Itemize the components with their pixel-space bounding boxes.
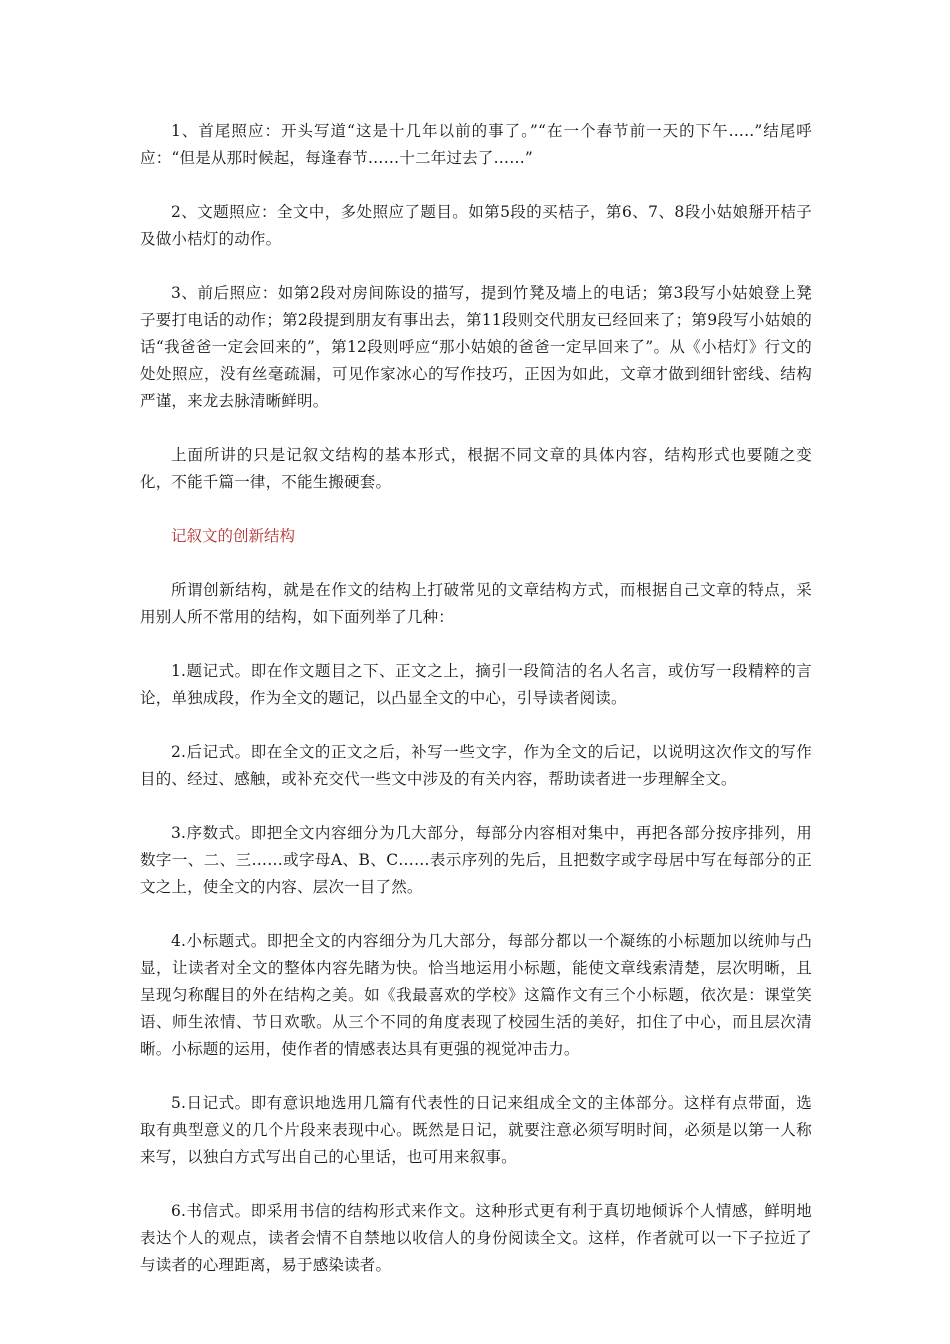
section-heading: 记叙文的创新结构 xyxy=(171,527,296,545)
paragraph-innovative-intro: 所谓创新结构，就是在作文的结构上打破常见的文章结构方式，而根据自己文章的特点，采用别人所不常用的结构，如下面列举了几种： xyxy=(140,581,812,626)
paragraph-epigraph-style: 1.题记式。即在作文题目之下、正文之上，摘引一段简洁的名人名言，或仿写一段精粹的言论，单独成段，作为全文的题记，以凸显全文的中心，引导读者阅读。 xyxy=(140,662,812,707)
document-page xyxy=(140,118,812,1306)
paragraph-diary-style: 5.日记式。即有意识地选用几篇有代表性的日记来组成全文的主体部分。这样有点带面，选取有典型意义的几个片段来表现中心。既然是日记，就要注意必须写明时间，必须是以第一人称来写，以独白方式写出自己的心里话，也可用来叙事。 xyxy=(140,1094,812,1166)
paragraph-echo-title: 2、文题照应：全文中，多处照应了题目。如第5段的买桔子，第6、7、8段小姑娘掰开桔子及做小桔灯的动作。 xyxy=(140,203,812,248)
paragraph-ordinal-style: 3.序数式。即把全文内容细分为几大部分，每部分内容相对集中，再把各部分按序排列，用数字一、二、三……或字母A、B、C……表示序列的先后，且把数字或字母居中写在每部分的正文之上，使全文的内容、层次一目了然。 xyxy=(140,824,812,896)
paragraph-echo-front-back: 3、前后照应：如第2段对房间陈设的描写，提到竹凳及墙上的电话；第3段写小姑娘登上凳子要打电话的动作；第2段提到朋友有事出去，第11段则交代朋友已经回来了；第9段写小姑娘的话“我爸爸一定会回来的”，第12段则呼应“那小姑娘的爸爸一定早回来了”。从《小桔灯》行文的处处照应，没有丝毫疏漏，可见作家冰心的写作技巧，正因为如此，文章才做到细针密线、结构严谨，来龙去脉清晰鲜明。 xyxy=(140,284,812,410)
paragraph-subtitle-style: 4.小标题式。即把全文的内容细分为几大部分，每部分都以一个凝练的小标题加以统帅与凸显，让读者对全文的整体内容先睹为快。恰当地运用小标题，能使文章线索清楚，层次明晰，且呈现匀称醒目的外在结构之美。如《我最喜欢的学校》这篇作文有三个小标题，依次是：课堂笑语、师生浓情、节日欢歌。从三个不同的角度表现了校园生活的美好，扣住了中心，而且层次清晰。小标题的运用，使作者的情感表达具有更强的视觉冲击力。 xyxy=(140,932,812,1058)
paragraph-echo-beginning-end: 1、首尾照应：开头写道“这是十几年以前的事了。”“在一个春节前一天的下午.....”结尾呼应：“但是从那时候起，每逢春节……十二年过去了……” xyxy=(140,122,812,167)
paragraph-letter-style: 6.书信式。即采用书信的结构形式来作文。这种形式更有利于真切地倾诉个人情感，鲜明地表达个人的观点，读者会情不自禁地以收信人的身份阅读全文。这样，作者就可以一下子拉近了与读者的心理距离，易于感染读者。 xyxy=(140,1202,812,1274)
paragraph-basic-form-summary: 上面所讲的只是记叙文结构的基本形式，根据不同文章的具体内容，结构形式也要随之变化，不能千篇一律，不能生搬硬套。 xyxy=(140,446,812,491)
paragraph-postscript-style: 2.后记式。即在全文的正文之后，补写一些文字，作为全文的后记，以说明这次作文的写作目的、经过、感触，或补充交代一些文中涉及的有关内容，帮助读者进一步理解全文。 xyxy=(140,743,812,788)
